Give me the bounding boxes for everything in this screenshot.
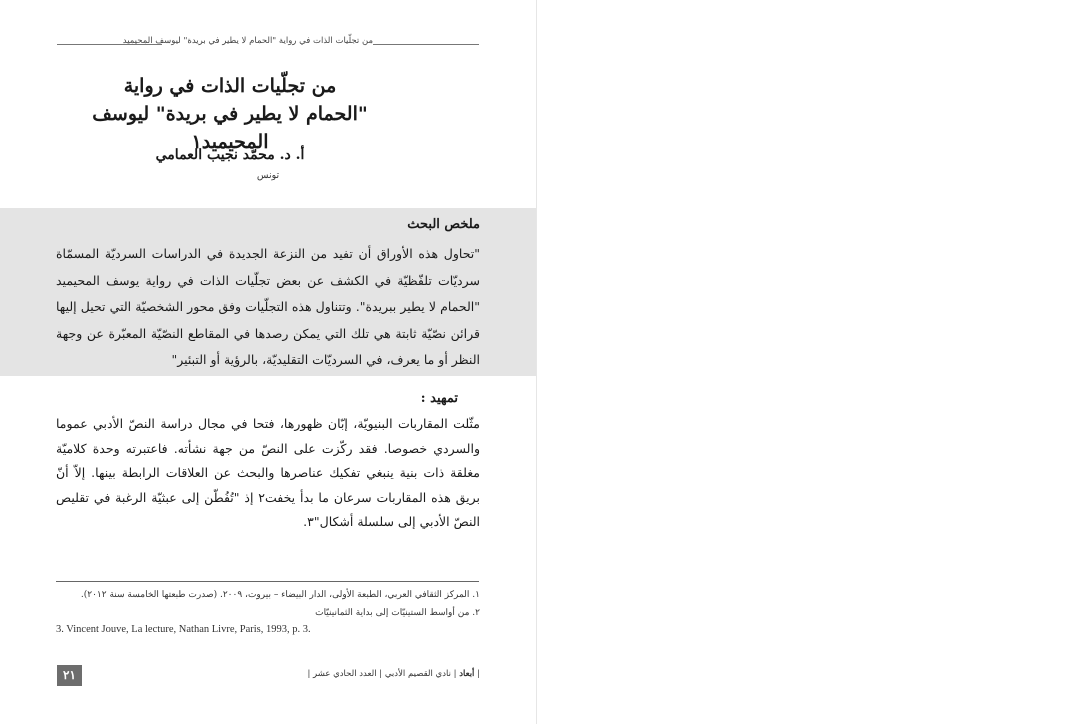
footer-issue: العدد الحادي عشر	[313, 669, 377, 679]
abstract-text: "تحاول هذه الأوراق أن تفيد من النزعة الجديدة في الدراسات السرديّة المسمّاة سرديّات تلفّظيّة في الكشف عن بعض تجلّيات الذات في رواية يوسف المحيميد "الحمام لا يطير ببريدة". وتتناول هذه التجلّيات وفق محور الشخصيّة التي تحيل إليها قرائن نصّيّة ثابتة هي تلك التي يمكن رصدها في المقاطع النصّيّة المعبّرة عن وجهة النظر أو ما يعرف، في السرديّات التقليديّة، بالرؤية أو التبئير"	[56, 246, 480, 367]
footer-club: نادي القصيم الأدبي	[384, 669, 451, 679]
body-paragraph: مثّلت المقاربات البنيويّة، إبّان ظهورها، فتحا في مجال دراسة النصّ الأدبي عموما والسردي خصوصا. فقد ركّزت على النصّ من جهة نشأته. فاعتبرته وحدة كلاميّة مغلقة ذات بنية ينبغي تفكيك عناصرها والبحث عن العلاقات الرابطة بينها. إلاّ أنّ بريق هذه المقاربات سرعان ما بدأ يخفت٢ إذ "تُفُطّن إلى عبثيّة الرغبة في تقليص النصّ الأدبي إلى سلسلة أشكال"٣.	[56, 416, 480, 529]
title-line-1: من تجلّيات الذات في رواية	[123, 75, 337, 97]
footnote-1: ١. المركز الثقافي العربي، الطبعة الأولى، الدار البيضاء – بيروت، ٢٠٠٩. (صدرت طبعتها الخامسة سنة ٢٠١٢).	[80, 590, 480, 600]
footnote-2: ٢. من أواسط الستينيّات إلى بداية الثمانينيّات	[315, 608, 480, 618]
running-header-text: من تجلّيات الذات في رواية "الحمام لا يطير في بريدة" ليوسف المحيميد	[122, 36, 373, 46]
footnote-3: 3. Vincent Jouve, La lecture, Nathan Livre, Paris, 1993, p. 3.	[56, 624, 311, 635]
footnote-divider	[56, 581, 479, 582]
section-heading: تمهيد :	[420, 391, 458, 406]
right-page-blank	[536, 0, 1071, 724]
page-number: ٢١	[57, 665, 82, 686]
title-line-2: "الحمام لا يطير في بريدة" ليوسف المحيميد١	[92, 103, 368, 153]
article-title	[60, 72, 400, 156]
author-name: أ. د. محمّد نجيب العمامي	[155, 147, 305, 163]
running-header	[57, 36, 479, 52]
header-rule-right	[373, 44, 479, 45]
abstract-heading: ملخص البحث	[407, 217, 480, 232]
page-footer: | أبعاد | نادي القصيم الأدبي | العدد الحادي عشر |	[307, 669, 480, 679]
journal-brand: أبعاد	[459, 669, 475, 679]
author-country: تونس	[256, 170, 280, 181]
